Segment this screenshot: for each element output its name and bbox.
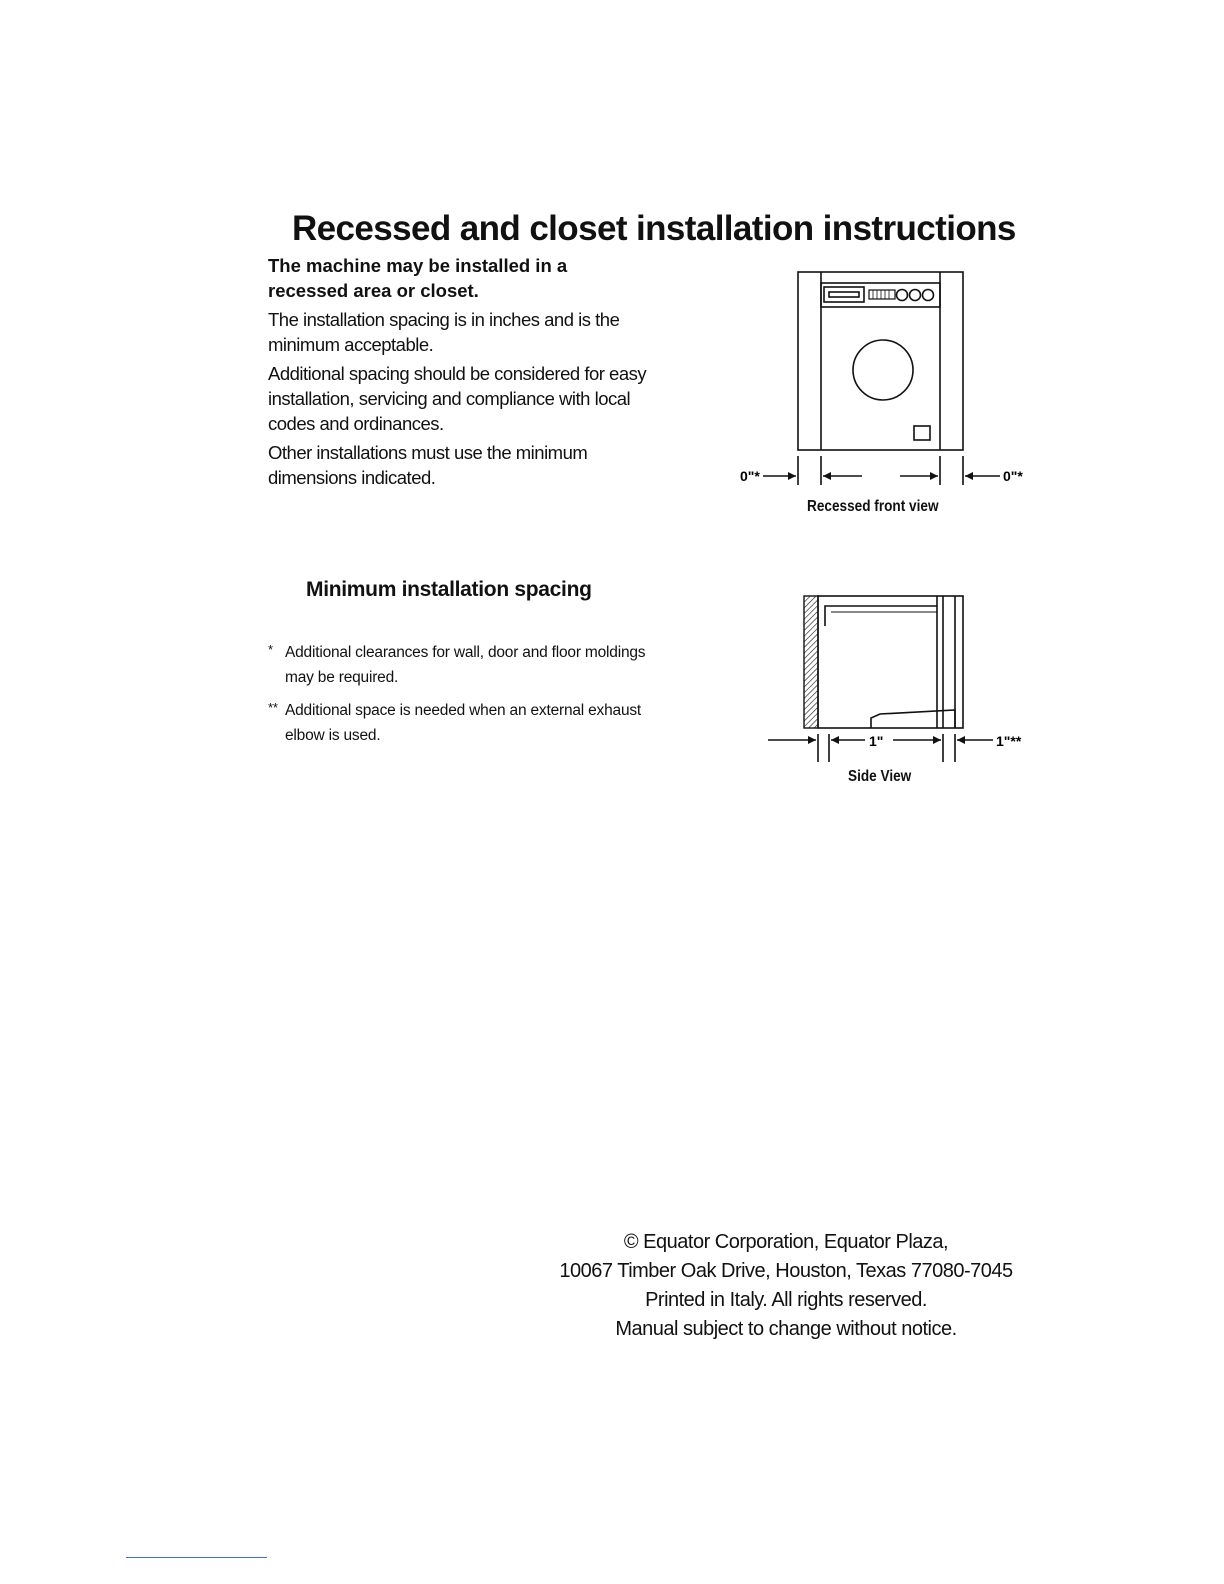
footnote-mark: * (268, 642, 273, 657)
spacing-notes (268, 640, 652, 756)
filter-door-icon (914, 426, 930, 440)
intro-paragraph-1: The installation spacing is in inches and is the minimum acceptable. (268, 309, 620, 355)
side-right-clearance: 1"** (996, 733, 1022, 749)
footer-line: Manual subject to change without notice. (615, 1318, 957, 1340)
door-icon (853, 340, 913, 400)
footnote-text: Additional clearances for wall, door and floor moldings may be required. (285, 644, 646, 686)
front-view-diagram (735, 262, 1035, 494)
intro-lead: The machine may be installed in a recessed area or closet. (268, 255, 568, 301)
front-left-clearance: 0"* (740, 468, 760, 484)
footnote-separator (126, 1557, 267, 1558)
side-view-diagram (765, 590, 1035, 770)
footer-line: Printed in Italy. All rights reserved. (645, 1289, 927, 1311)
footnote-mark: ** (268, 700, 278, 715)
footnote-2 (268, 698, 652, 748)
footnote-1 (268, 640, 652, 690)
intro-paragraph-3: Other installations must use the minimum dimensions indicated. (268, 442, 588, 488)
side-view-caption: Side View (848, 768, 912, 785)
footer-line: © Equator Corporation, Equator Plaza, (623, 1231, 949, 1253)
front-right-clearance: 0"* (1003, 468, 1023, 484)
intro-section (268, 253, 652, 494)
side-middle-clearance: 1" (869, 733, 884, 749)
footer-line: 10067 Timber Oak Drive, Houston, Texas 77080-7045 (559, 1260, 1013, 1282)
intro-paragraph-2: Additional spacing should be considered for easy installation, servicing and compliance with local codes and ordinances. (268, 363, 647, 434)
machine-side-outline (818, 596, 963, 728)
front-view-caption: Recessed front view (807, 498, 939, 515)
wall-hatch (804, 596, 818, 728)
footer-imprint (540, 1228, 1032, 1344)
knob-icon (897, 290, 908, 301)
spacing-heading: Minimum installation spacing (306, 578, 592, 601)
footnote-text: Additional space is needed when an external exhaust elbow is used. (285, 702, 642, 744)
page-title: Recessed and closet installation instructions (292, 209, 1016, 249)
